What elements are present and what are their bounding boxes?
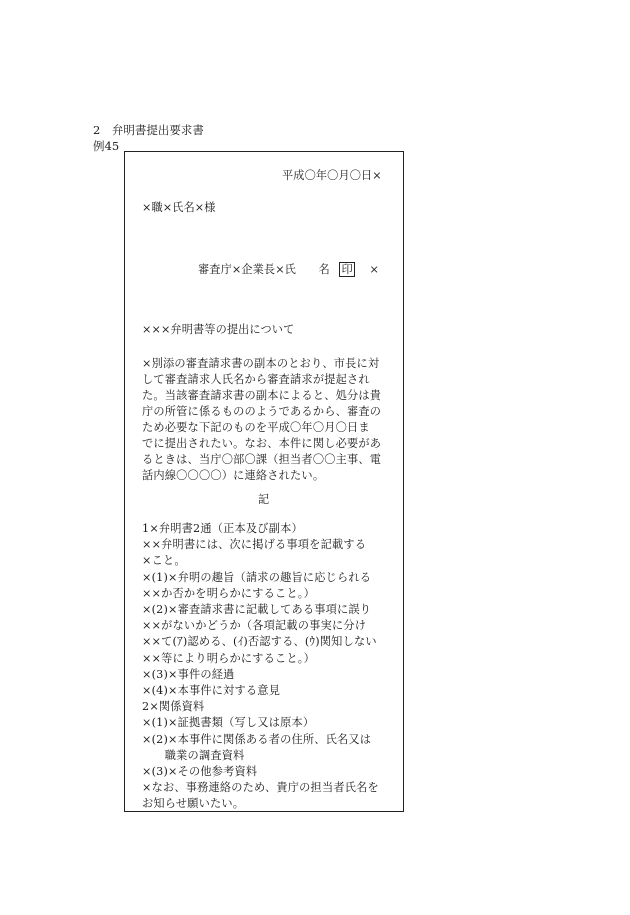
body-line: 庁の所管に係るもののようであるから、審査の: [142, 405, 382, 418]
item-line: お知らせ願いたい。: [142, 797, 245, 810]
seal-mark: 印: [341, 263, 353, 276]
addressee: ×職×氏名×様: [142, 201, 216, 214]
body-line: 話内線〇〇〇〇）に連絡されたい。: [142, 469, 325, 482]
item-line: ×(1)×弁明の趣旨（請求の趣旨に応じられる: [142, 571, 372, 584]
item-line: ×(2)×本事件に関係ある者の住所、氏名又は: [142, 733, 372, 746]
body-line: た。当該審査請求書の副本によると、処分は貴: [142, 389, 382, 402]
item-line: ××て(ｱ)認める、(ｲ)否認する、(ｳ)関知しない: [142, 635, 377, 648]
item-line: ×(2)×審査請求書に記載してある事項に誤り: [142, 603, 372, 616]
item-line: 2×関係資料: [142, 700, 205, 713]
item-line: ×(1)×証拠書類（写し又は原本）: [142, 716, 315, 729]
sender-text: 審査庁×企業長×氏 名: [198, 263, 330, 276]
sender-tail: ×: [369, 263, 379, 276]
item-line: ××等により明らかにすること。）: [142, 652, 315, 665]
item-line: ×(3)×事件の経過: [142, 668, 235, 681]
item-line: 1×弁明書2通（正本及び副本）: [142, 522, 303, 535]
document-date: 平成〇年〇月〇日×: [282, 169, 382, 182]
item-line: ××がないかどうか（各項記載の事実に分け: [142, 619, 367, 632]
item-line: ×なお、事務連絡のため、貴庁の担当者氏名を: [142, 781, 379, 794]
item-line: ×(4)×本事件に対する意見: [142, 684, 281, 697]
item-line: ××か否かを明らかにすること。）: [142, 587, 315, 600]
ki-heading: 記: [258, 493, 270, 506]
body-line: ため必要な下記のものを平成〇年〇月〇日ま: [142, 421, 370, 434]
body-line: ×別添の審査請求書の副本のとおり、市長に対: [142, 357, 380, 370]
sender-line: [198, 262, 379, 277]
body-line: でに提出されたい。なお、本件に関し必要があ: [142, 437, 382, 450]
section-heading: 2 弁明書提出要求書: [93, 123, 204, 137]
example-label: 例45: [93, 139, 120, 153]
item-line: ×(3)×その他参考資料: [142, 765, 258, 778]
subject-line: ×××弁明書等の提出について: [142, 323, 295, 336]
item-line: ××弁明書には、次に掲げる事項を記載する: [142, 538, 367, 551]
item-line: 職業の調査資料: [142, 749, 245, 762]
body-line: して審査請求人氏名から審査請求が提起され: [142, 373, 370, 386]
item-line: ×こと。: [142, 554, 186, 567]
body-line: るときは、当庁〇部〇課（担当者〇〇主事、電: [142, 453, 382, 466]
